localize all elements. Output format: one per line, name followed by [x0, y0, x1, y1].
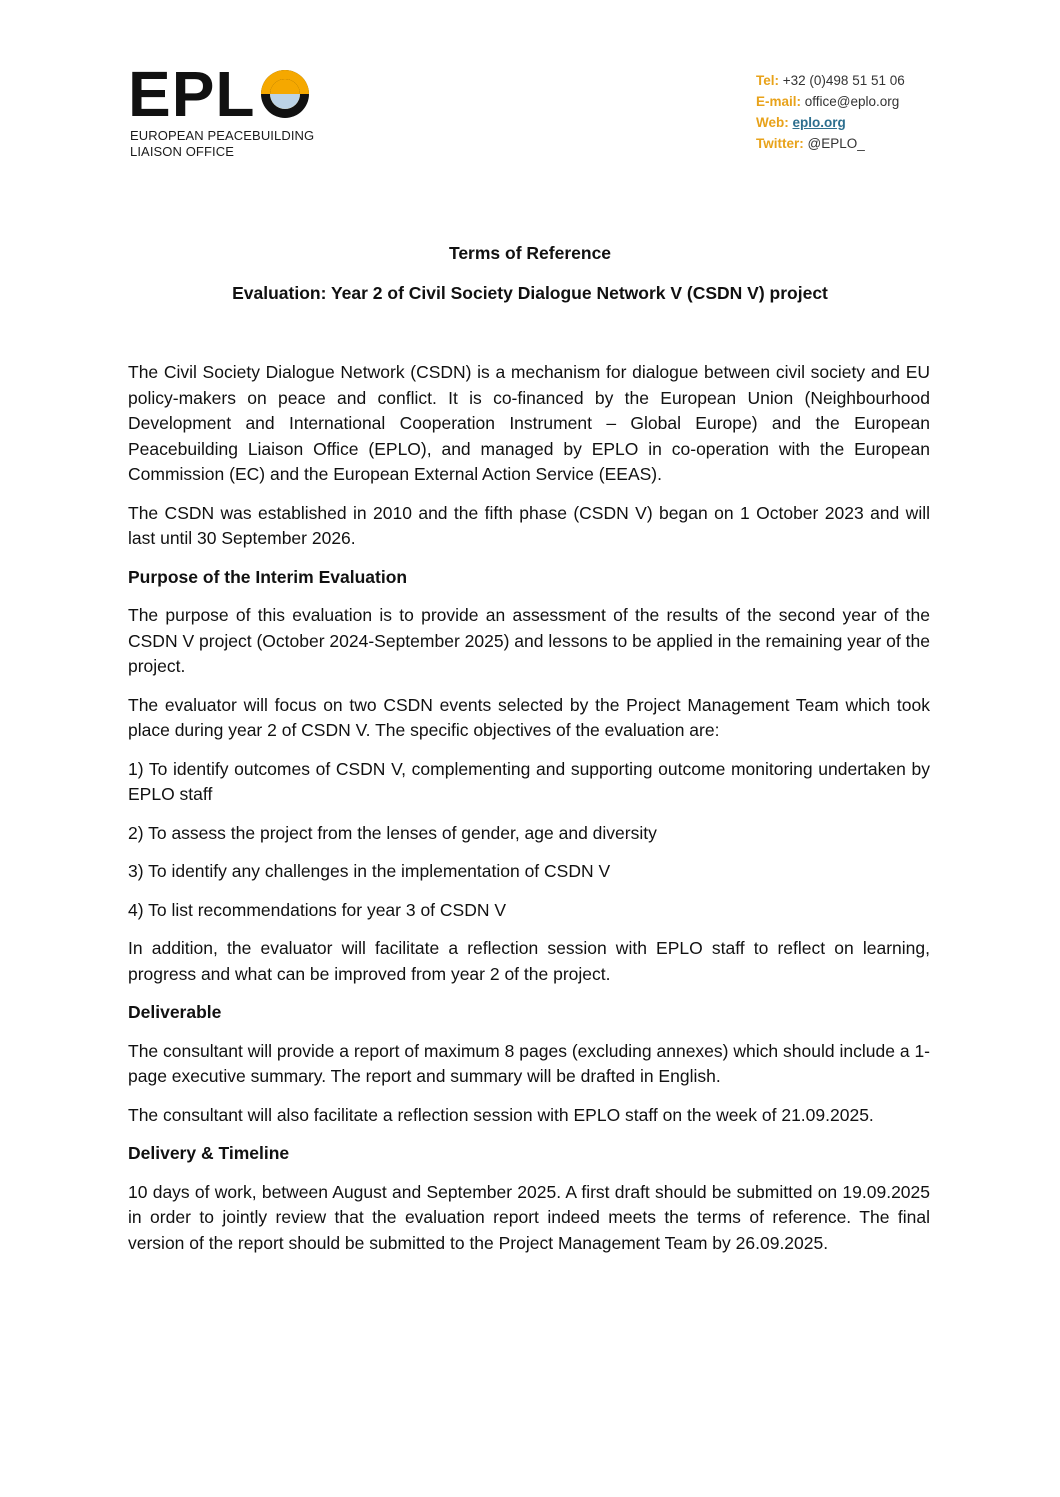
email-value[interactable]: office@eplo.org: [804, 94, 900, 109]
intro-paragraph-1: The Civil Society Dialogue Network (CSDN) is a mechanism for dialogue between civil society and EU policy-makers on peace and conflict. It is co-financed by the European Union (Neighbourhood Development and International Cooperation Instrument – Global Europe) and the European Peacebuilding Liaison Office (EPLO), and managed by EPLO in co-operation with the European Commission (EC) and the European External Action Service (EEAS).: [128, 362, 930, 484]
intro-paragraph-2: The CSDN was established in 2010 and the fifth phase (CSDN V) began on 1 October 2023 and will last until 30 September 2026.: [128, 502, 930, 548]
twitter-label: Twitter:: [756, 136, 804, 151]
web-label: Web:: [756, 115, 789, 130]
web-link[interactable]: eplo.org: [792, 115, 846, 130]
contact-twitter: [756, 133, 905, 154]
document-body: [128, 360, 930, 1269]
logo-subtitle: [130, 128, 314, 160]
tel-label: Tel:: [756, 73, 779, 88]
purpose-paragraph-3: In addition, the evaluator will facilitate a reflection session with EPLO staff to reflect on learning, progress and what can be improved from year 2 of the project.: [128, 938, 930, 984]
objective-item: 4) To list recommendations for year 3 of CSDN V: [128, 899, 507, 920]
logo-subtitle-line-1: EUROPEAN PEACEBUILDING: [130, 128, 315, 143]
purpose-paragraph-2: The evaluator will focus on two CSDN events selected by the Project Management Team which took place during year 2 of CSDN V. The specific objectives of the evaluation are:: [128, 694, 930, 740]
email-label: E-mail:: [756, 94, 802, 109]
purpose-paragraph-1: The purpose of this evaluation is to provide an assessment of the results of the second year of the CSDN V project (October 2024-September 2025) and lessons to be applied in the remaining year of the project.: [128, 605, 930, 676]
timeline-heading: Delivery & Timeline: [128, 1143, 290, 1163]
twitter-value[interactable]: @EPLO_: [807, 136, 865, 151]
objective-item: 2) To assess the project from the lenses of gender, age and diversity: [128, 822, 657, 843]
deliverable-paragraph-2: The consultant will also facilitate a reflection session with EPLO staff on the week of 21.09.2025.: [128, 1104, 874, 1125]
document-subtitle: Evaluation: Year 2 of Civil Society Dialogue Network V (CSDN V) project: [232, 283, 828, 303]
deliverable-heading: Deliverable: [128, 1002, 222, 1022]
logo-subtitle-line-2: LIAISON OFFICE: [130, 144, 234, 159]
contact-web: [756, 112, 905, 133]
purpose-heading: Purpose of the Interim Evaluation: [128, 566, 408, 587]
contact-email: [756, 91, 905, 112]
tel-value: +32 (0)498 51 51 06: [782, 73, 905, 88]
objective-item: 3) To identify any challenges in the implementation of CSDN V: [128, 861, 611, 881]
logo-circle-icon: [259, 68, 311, 120]
contact-tel: [756, 70, 905, 91]
logo-wordmark: EPL: [128, 58, 256, 130]
contact-block: [756, 70, 905, 154]
timeline-paragraph-1: 10 days of work, between August and September 2025. A first draft should be submitted on 19.09.2025 in order to jointly review that the evaluation report indeed meets the terms of reference. The final version of the report should be submitted to the Project Management Team by 26.09.2025.: [128, 1181, 930, 1253]
eplo-logo: [128, 58, 328, 164]
document-title: Terms of Reference: [448, 243, 612, 263]
objective-item: 1) To identify outcomes of CSDN V, complementing and supporting outcome monitoring undertaken by EPLO staff: [128, 758, 930, 804]
deliverable-paragraph-1: The consultant will provide a report of maximum 8 pages (excluding annexes) which should include a 1- page executive summary. The report and summary will be drafted in English.: [128, 1040, 930, 1086]
